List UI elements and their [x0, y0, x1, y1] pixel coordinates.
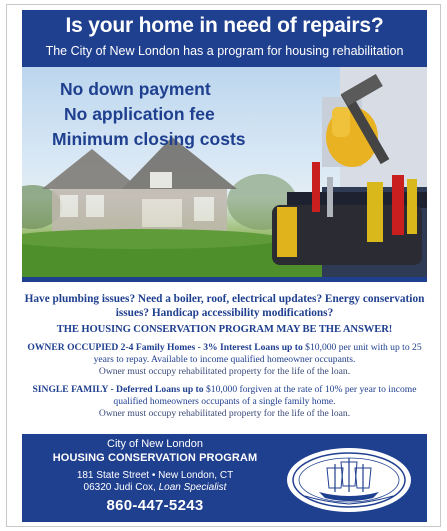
intro-questions: Have plumbing issues? Need a boiler, roof, electrical updates? Energy conservation issues? Handicap accessibility modifications?: [24, 293, 425, 319]
single-family-lead: SINGLE FAMILY - Deferred Loans up to: [32, 384, 204, 395]
hero-photo: [22, 67, 427, 277]
single-family-text: $10,000 forgiven at the rate of 10% per year to income qualified homeowners occupants of a single family home.: [113, 384, 417, 407]
contact-block: [40, 438, 270, 515]
city-seal-logo: [285, 446, 413, 514]
single-family-section: [22, 384, 427, 420]
specialist-name: 06320 Judi Cox,: [83, 482, 156, 493]
benefits-list: [52, 77, 246, 152]
city-name: City of New London: [107, 438, 203, 450]
flyer: [6, 4, 441, 527]
headline: Is your home in need of repairs?: [65, 14, 384, 37]
flyer-header: [22, 10, 427, 67]
owner-occupied-section: [22, 342, 427, 378]
worker-toolbelt-image: [272, 67, 427, 277]
program-answer: THE HOUSING CONSERVATION PROGRAM MAY BE THE ANSWER!: [56, 324, 393, 335]
subheadline: The City of New London has a program for housing rehabilitation: [45, 44, 404, 58]
phone-number[interactable]: 860-447-5243: [106, 497, 204, 514]
single-family-note: Owner must occupy rehabilitated property for the life of the loan.: [98, 408, 351, 419]
benefit-no-down-payment: No down payment: [60, 79, 211, 99]
divider-bar: [22, 277, 427, 282]
owner-occupied-lead: OWNER OCCUPIED 2-4 Family Homes - 3% Interest Loans up to: [27, 342, 303, 353]
program-description: [22, 292, 427, 420]
house-image: [42, 137, 237, 245]
specialist-title: Loan Specialist: [158, 482, 227, 493]
contact-footer: [22, 434, 427, 522]
address: 181 State Street • New London, CT: [76, 470, 234, 481]
benefit-minimum-closing-costs: Minimum closing costs: [52, 129, 246, 149]
specialist-line: [40, 482, 270, 494]
program-name: HOUSING CONSERVATION PROGRAM: [52, 452, 258, 464]
benefit-no-application-fee: No application fee: [64, 104, 215, 124]
owner-occupied-note: Owner must occupy rehabilitated property for the life of the loan.: [98, 366, 351, 377]
owner-occupied-text: $10,000 per unit with up to 25 years to repay. Available to income qualified homeowner occupants.: [93, 342, 422, 365]
